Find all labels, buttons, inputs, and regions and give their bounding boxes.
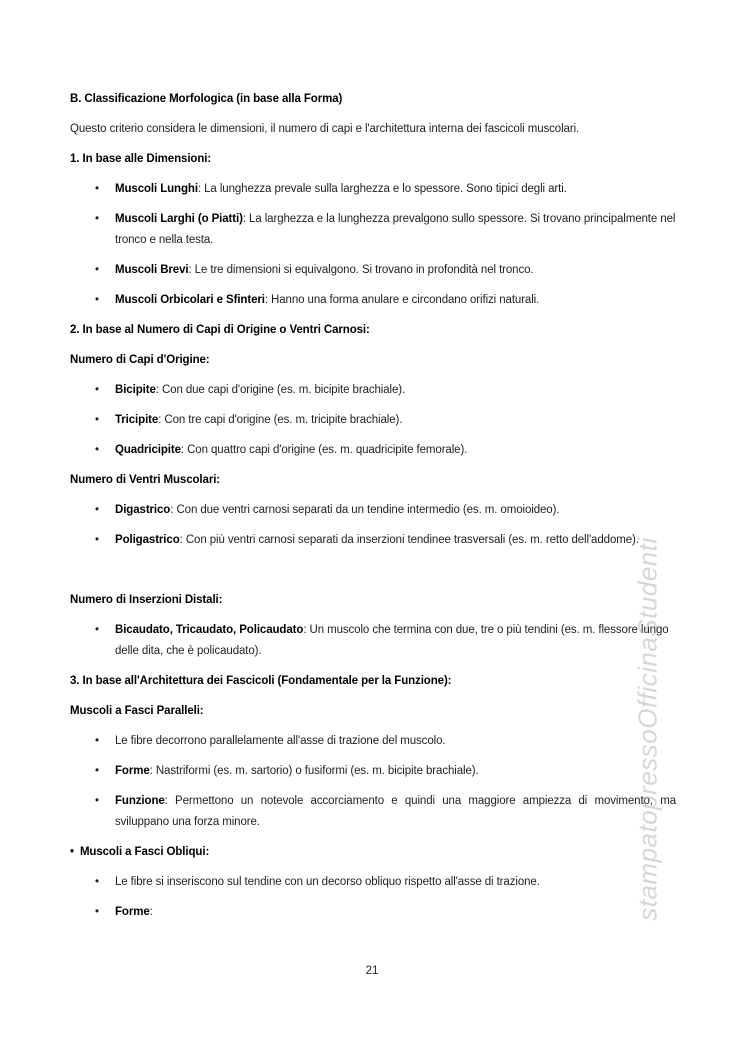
bullet-icon: • (95, 624, 99, 636)
bullet-item (70, 791, 676, 833)
bullet-text: Quadricipite: Con quattro capi d'origine (es. m. quadricipite femorale). (115, 444, 468, 456)
document-heading: 3. In base all'Architettura dei Fascicoli (Fondamentale per la Funzione): (70, 675, 452, 687)
bullet-text: Forme: (115, 906, 153, 918)
bullet-text: Digastrico: Con due ventri carnosi separati da un tendine intermedio (es. m. omoioideo). (115, 504, 560, 516)
bullet-text: Le fibre si inseriscono sul tendine con un decorso obliquo rispetto all'asse di trazione. (115, 876, 540, 888)
bullet-text: Bicipite: Con due capi d'origine (es. m. bicipite brachiale). (115, 384, 406, 396)
document-heading: Numero di Inserzioni Distali: (70, 594, 223, 606)
document-heading: B. Classificazione Morfologica (in base alla Forma) (70, 93, 343, 105)
document-heading: 1. In base alle Dimensioni: (70, 153, 212, 165)
bullet-item (70, 620, 676, 662)
bullet-icon: • (95, 765, 99, 777)
bullet-text: Muscoli Larghi (o Piatti): La larghezza e la lunghezza prevalgono sullo spessore. Si trovano principalmente nel tronco e nella testa. (115, 213, 676, 246)
bullet-text: Muscoli Brevi: Le tre dimensioni si equivalgono. Si trovano in profondità nel tronco. (115, 264, 534, 276)
document-heading: Muscoli a Fasci Paralleli: (70, 705, 204, 717)
bullet-icon: • (95, 795, 99, 807)
bullet-icon: • (70, 846, 74, 858)
bullet-icon: • (95, 906, 99, 918)
bullet-icon: • (95, 294, 99, 306)
document-heading: Numero di Ventri Muscolari: (70, 474, 221, 486)
bullet-item (70, 290, 676, 311)
bullet-icon: • (95, 213, 99, 225)
bullet-text: Poligastrico: Con più ventri carnosi separati da inserzioni tendinee trasversali (es. m. retto dell'addome). (115, 534, 639, 546)
bullet-heading-label: Muscoli a Fasci Obliqui: (79, 846, 210, 858)
bullet-text: Bicaudato, Tricaudato, Policaudato: Un muscolo che termina con due, tre o più tendini (es. m. flessore lungo delle dita, che è policaudato). (115, 624, 669, 657)
bullet-text: Muscoli Lunghi: La lunghezza prevale sulla larghezza e lo spessore. Sono tipici degli arti. (115, 183, 567, 195)
document-paragraph: Questo criterio considera le dimensioni, il numero di capi e l'architettura interna dei fascicoli muscolari. (70, 123, 580, 135)
bullet-item (70, 410, 676, 431)
bullet-text: Tricipite: Con tre capi d'origine (es. m. tricipite brachiale). (115, 414, 403, 426)
bullet-icon: • (95, 735, 99, 747)
bullet-item (70, 209, 676, 251)
document-content (70, 89, 676, 932)
bullet-item (70, 380, 676, 401)
bullet-text: Muscoli Orbicolari e Sfinteri: Hanno una forma anulare e circondano orifizi naturali. (115, 294, 540, 306)
page-number: 21 (365, 965, 379, 977)
bullet-icon: • (95, 444, 99, 456)
bullet-item (70, 440, 676, 461)
bullet-item (70, 731, 676, 752)
bullet-text: Funzione: Permettono un notevole accorciamento e quindi una maggiore ampiezza di movimento, ma sviluppano una forza minore. (115, 795, 676, 828)
watermark-text: stampatopressoOfficinaStudenti (632, 537, 663, 921)
bullet-item (70, 530, 676, 551)
empty-paragraph (70, 560, 676, 581)
bullet-text: Forme: Nastriformi (es. m. sartorio) o fusiformi (es. m. bicipite brachiale). (115, 765, 479, 777)
bullet-icon: • (95, 534, 99, 546)
document-heading: 2. In base al Numero di Capi di Origine o Ventri Carnosi: (70, 324, 370, 336)
bullet-item (70, 500, 676, 521)
bullet-item (70, 902, 676, 923)
bullet-item (70, 260, 676, 281)
bullet-icon: • (95, 183, 99, 195)
bullet-item (70, 179, 676, 200)
bullet-icon: • (95, 876, 99, 888)
bullet-icon: • (95, 264, 99, 276)
bullet-icon: • (95, 414, 99, 426)
document-heading: Numero di Capi d'Origine: (70, 354, 210, 366)
bullet-item (70, 761, 676, 782)
bullet-heading-item (70, 842, 676, 863)
bullet-item (70, 872, 676, 893)
bullet-icon: • (95, 384, 99, 396)
bullet-text: Le fibre decorrono parallelamente all'asse di trazione del muscolo. (115, 735, 446, 747)
bullet-icon: • (95, 504, 99, 516)
